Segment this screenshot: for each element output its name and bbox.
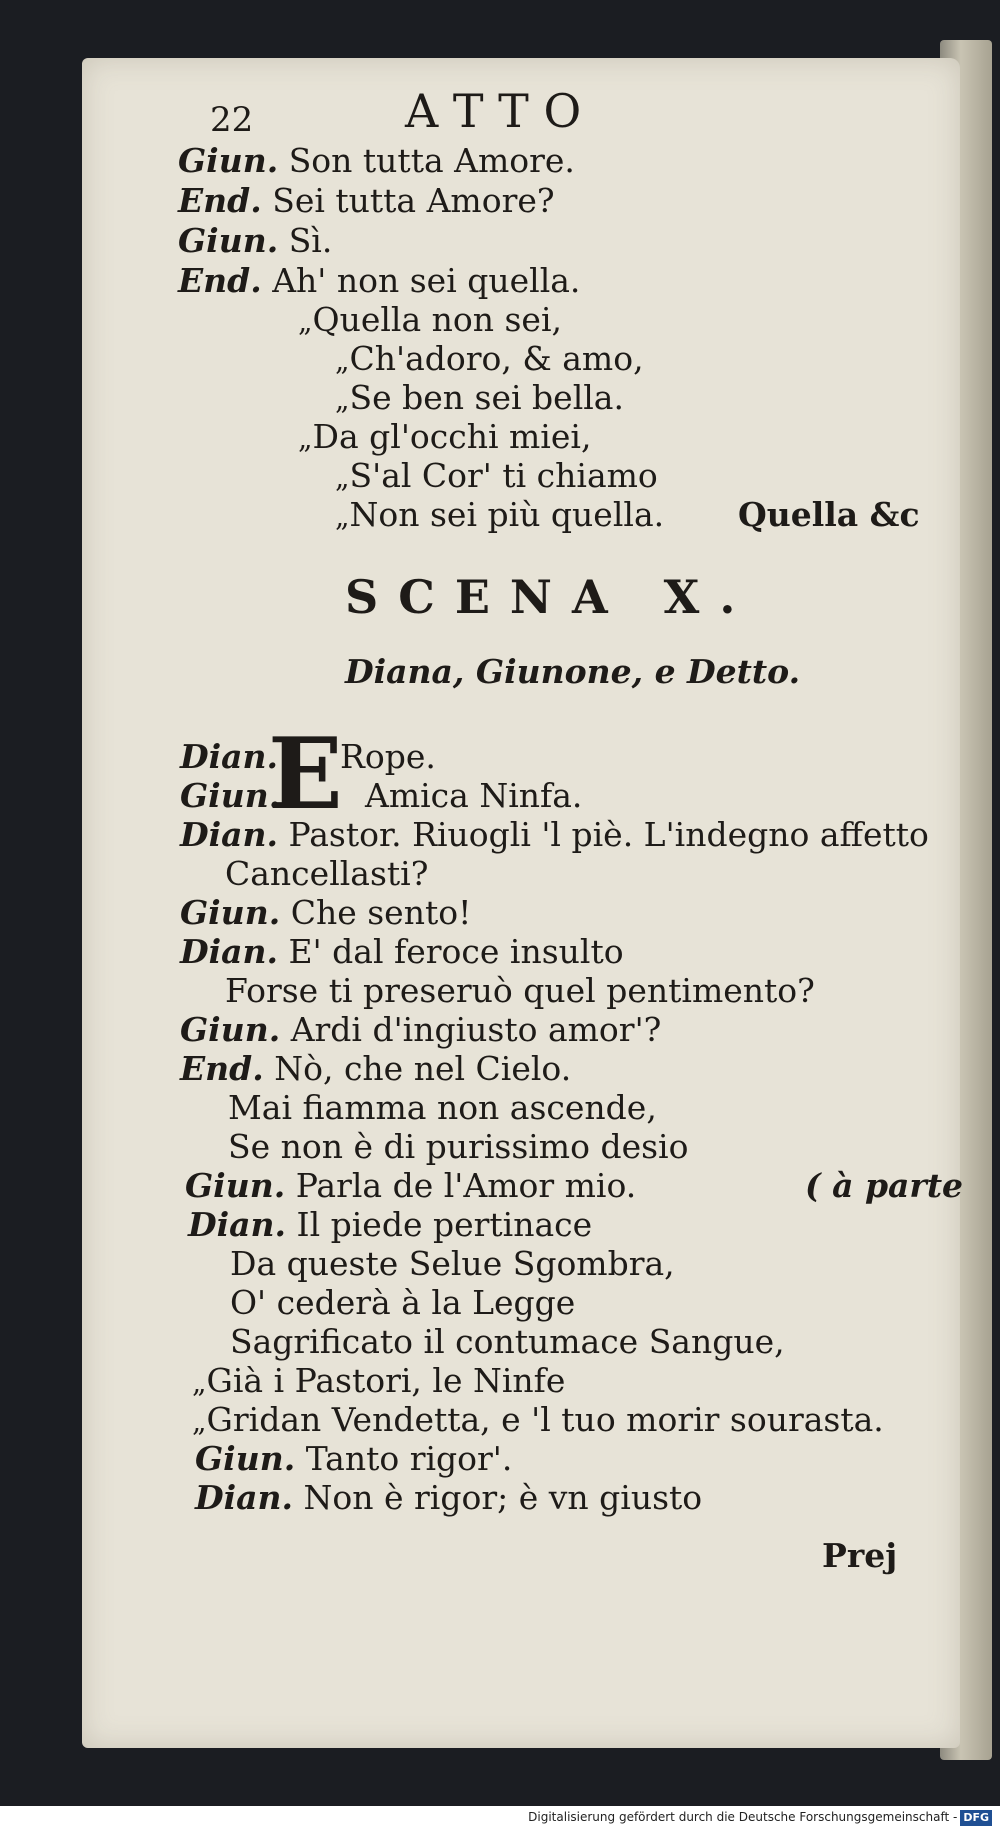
text-line: Se non è di purissimo desio xyxy=(228,1127,689,1166)
text-line: Giun. Parla de l'Amor mio. xyxy=(185,1166,637,1205)
text-line: Dian. Pastor. Riuogli 'l piè. L'indegno affetto xyxy=(180,815,929,854)
text-line-body: Amica Ninfa. xyxy=(365,776,583,815)
text-line: „Gridan Vendetta, e 'l tuo morir sourasta. xyxy=(192,1400,884,1439)
text-line: Giun. Che sento! xyxy=(180,893,472,932)
text-line: Dian. Non è rigor; è vn giusto xyxy=(195,1478,703,1517)
text-line: „Se ben sei bella. xyxy=(335,378,624,417)
text-line: O' cederà à la Legge xyxy=(230,1283,576,1322)
text-line: Giun. Son tutta Amore. xyxy=(178,141,575,180)
text-line: „Da gl'occhi miei, xyxy=(298,417,592,456)
text-line: Mai fiamma non ascende, xyxy=(228,1088,657,1127)
stage-aside: Quella &c xyxy=(738,495,920,534)
text-line: Forse ti preseruò quel pentimento? xyxy=(225,971,815,1010)
scene-cast: Diana, Giunone, e Detto. xyxy=(345,652,801,691)
text-line: „S'al Cor' ti chiamo xyxy=(335,456,658,495)
text-line: Giun. xyxy=(180,776,281,815)
text-line: Dian. Il piede pertinace xyxy=(188,1205,593,1244)
text-line: „Non sei più quella. xyxy=(335,495,665,534)
digitization-footer xyxy=(0,1806,1000,1828)
text-line: Giun. Sì. xyxy=(178,221,333,260)
dfg-logo: DFG xyxy=(960,1810,992,1826)
drop-cap: E xyxy=(268,717,343,832)
page-number: 22 xyxy=(210,100,254,140)
text-line: „Già i Pastori, le Ninfe xyxy=(192,1361,566,1400)
catchword: Prej xyxy=(822,1536,898,1575)
scene-title: SCENA X. xyxy=(345,570,756,624)
text-line: Giun. Tanto rigor'. xyxy=(195,1439,513,1478)
text-line: Dian. E' dal feroce insulto xyxy=(180,932,624,971)
text-line: End. Nò, che nel Cielo. xyxy=(180,1049,572,1088)
text-line: End. Ah' non sei quella. xyxy=(178,261,581,300)
stage-aside: ( à parte xyxy=(805,1166,964,1205)
running-head: A T T O xyxy=(405,84,582,138)
text-line: End. Sei tutta Amore? xyxy=(178,181,555,220)
footer-text: Digitalisierung gefördert durch die Deutsche Forschungsgemeinschaft - xyxy=(528,1810,958,1824)
text-line: Sagrificato il contumace Sangue, xyxy=(230,1322,785,1361)
text-line: Cancellasti? xyxy=(225,854,429,893)
text-line: Dian. xyxy=(180,737,279,776)
text-line: „Quella non sei, xyxy=(298,300,562,339)
text-line-body: Rope. xyxy=(340,737,436,776)
text-line: „Ch'adoro, & amo, xyxy=(335,339,644,378)
text-line: Giun. Ardi d'ingiusto amor'? xyxy=(180,1010,662,1049)
text-line: Da queste Selue Sgombra, xyxy=(230,1244,675,1283)
